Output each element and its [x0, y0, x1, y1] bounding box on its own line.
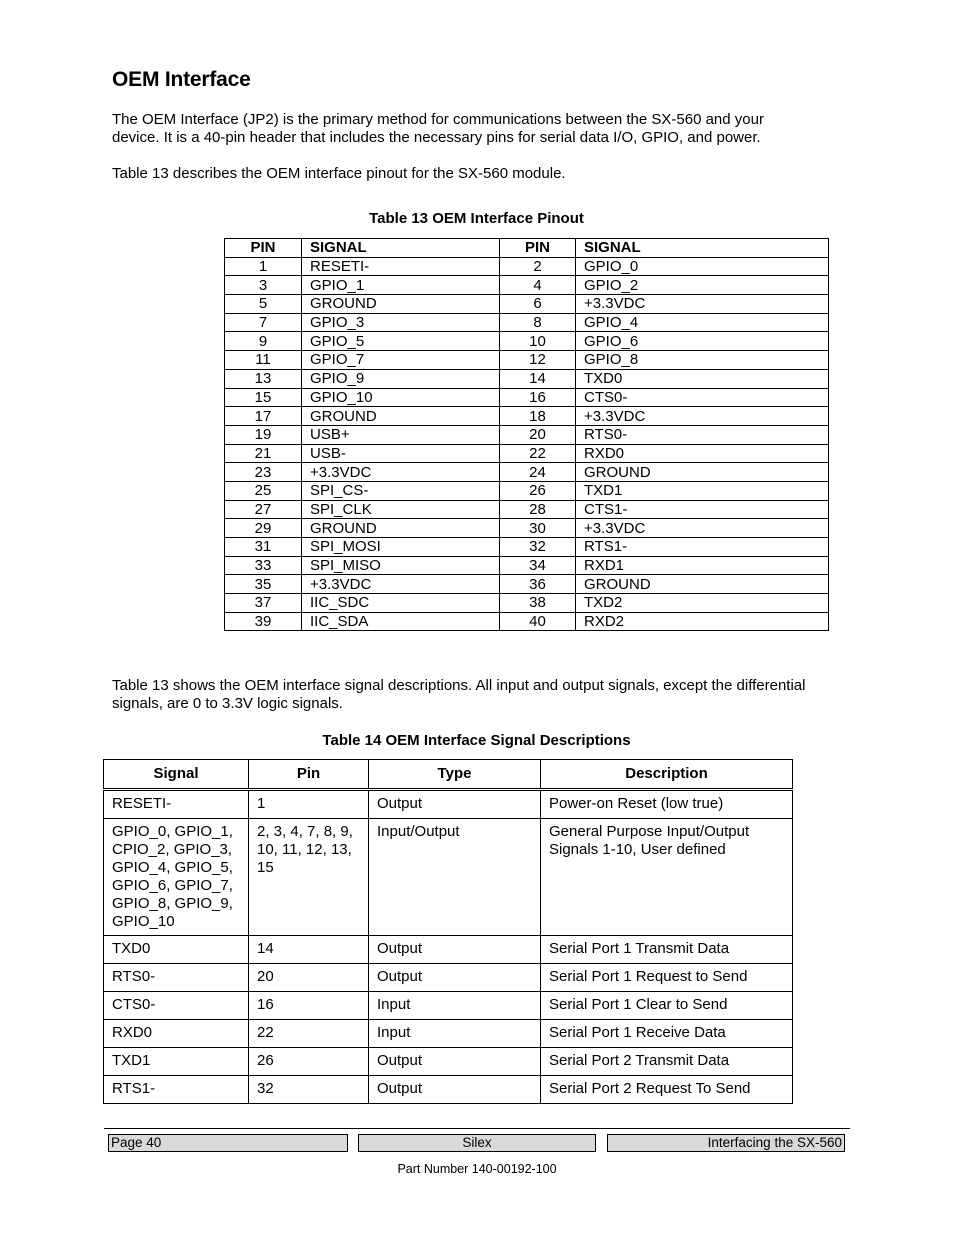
pin-cell: 14 — [500, 369, 576, 388]
pin-cell: 20 — [249, 964, 369, 992]
pin-cell: 14 — [249, 936, 369, 964]
table-row — [104, 1048, 793, 1076]
table-row — [225, 276, 829, 295]
pin-cell: 1 — [249, 790, 369, 819]
signal-cell: GPIO_10 — [302, 388, 500, 407]
pin-cell: 22 — [500, 444, 576, 463]
table14-intro: Table 13 shows the OEM interface signal descriptions. All input and output signals, except the differential signals, are 0 to 3.3V logic signals. — [112, 677, 806, 712]
table-row — [225, 538, 829, 557]
pin-cell: 1 — [225, 257, 302, 276]
signal-cell: RTS0- — [104, 964, 249, 992]
signal-cell: USB- — [302, 444, 500, 463]
table-row — [225, 612, 829, 631]
signal-cell: GPIO_1 — [302, 276, 500, 295]
table14-caption: Table 14 OEM Interface Signal Descriptions — [322, 732, 631, 749]
pin-cell: 33 — [225, 556, 302, 575]
signal-cell: RXD0 — [104, 1020, 249, 1048]
pin-cell: 12 — [500, 351, 576, 370]
pin-cell: 8 — [500, 313, 576, 332]
type-cell: Output — [369, 936, 541, 964]
pin-cell: 31 — [225, 538, 302, 557]
pin-cell: 28 — [500, 500, 576, 519]
signal-cell: GROUND — [576, 575, 829, 594]
table-row — [225, 444, 829, 463]
signal-cell: CTS1- — [576, 500, 829, 519]
table-row — [225, 257, 829, 276]
pin-cell: 38 — [500, 594, 576, 613]
pin-cell: 17 — [225, 407, 302, 426]
description-cell: Serial Port 2 Transmit Data — [541, 1048, 793, 1076]
table-row — [225, 425, 829, 444]
signal-cell: RTS1- — [104, 1076, 249, 1104]
pin-cell: 21 — [225, 444, 302, 463]
table-row — [225, 332, 829, 351]
signal-cell: +3.3VDC — [576, 519, 829, 538]
pin-cell: 18 — [500, 407, 576, 426]
type-cell: Input/Output — [369, 819, 541, 936]
pin-cell: 15 — [225, 388, 302, 407]
table-row — [225, 556, 829, 575]
pin-cell: 22 — [249, 1020, 369, 1048]
part-number: Part Number 140-00192-100 — [397, 1162, 557, 1176]
pin-cell: 19 — [225, 425, 302, 444]
signal-cell: +3.3VDC — [576, 295, 829, 314]
pin-cell: 29 — [225, 519, 302, 538]
signal-cell: RXD0 — [576, 444, 829, 463]
signal-cell: +3.3VDC — [302, 575, 500, 594]
signal-cell: SPI_MOSI — [302, 538, 500, 557]
table-row — [225, 519, 829, 538]
signal-cell: GROUND — [302, 519, 500, 538]
pin-cell: 37 — [225, 594, 302, 613]
signal-cell: GPIO_3 — [302, 313, 500, 332]
signal-cell: SPI_CS- — [302, 481, 500, 500]
signal-cell: SPI_CLK — [302, 500, 500, 519]
signal-description-table — [103, 759, 793, 1104]
column-header: Type — [369, 760, 541, 790]
description-cell: Serial Port 1 Clear to Send — [541, 992, 793, 1020]
intro-paragraph: The OEM Interface (JP2) is the primary method for communications between the SX-560 and your device. It is a 40-pin header that includes the necessary pins for serial data I/O, GPIO, and power. — [112, 111, 764, 146]
signal-cell: RESETI- — [104, 790, 249, 819]
pin-cell: 16 — [500, 388, 576, 407]
table13-intro: Table 13 describes the OEM interface pinout for the SX-560 module. — [112, 165, 566, 182]
pin-cell: 36 — [500, 575, 576, 594]
description-cell: Power-on Reset (low true) — [541, 790, 793, 819]
signal-cell: IIC_SDA — [302, 612, 500, 631]
signal-cell: GPIO_4 — [576, 313, 829, 332]
pin-cell: 32 — [249, 1076, 369, 1104]
type-cell: Output — [369, 964, 541, 992]
table-header-row — [225, 239, 829, 258]
signal-cell: RESETI- — [302, 257, 500, 276]
pinout-table — [224, 238, 829, 631]
signal-cell: RXD1 — [576, 556, 829, 575]
footer-section-title: Interfacing the SX-560 — [607, 1134, 845, 1152]
footer-company: Silex — [358, 1134, 596, 1152]
signal-cell: CTS0- — [104, 992, 249, 1020]
signal-cell: RXD2 — [576, 612, 829, 631]
type-cell: Output — [369, 1076, 541, 1104]
description-cell: General Purpose Input/Output Signals 1-10, User defined — [541, 819, 793, 936]
pin-cell: 25 — [225, 481, 302, 500]
table-row — [225, 594, 829, 613]
signal-cell: IIC_SDC — [302, 594, 500, 613]
signal-cell: GPIO_0, GPIO_1, CPIO_2, GPIO_3, GPIO_4, GPIO_5, GPIO_6, GPIO_7, GPIO_8, GPIO_9, GPIO_10 — [104, 819, 249, 936]
column-header: SIGNAL — [302, 239, 500, 258]
signal-cell: CTS0- — [576, 388, 829, 407]
footer-page-number: Page 40 — [108, 1134, 348, 1152]
section-heading: OEM Interface — [112, 68, 251, 91]
type-cell: Input — [369, 992, 541, 1020]
signal-table-body — [104, 790, 793, 1104]
table-row — [225, 575, 829, 594]
pin-cell: 32 — [500, 538, 576, 557]
pin-cell: 26 — [249, 1048, 369, 1076]
signal-cell: TXD0 — [576, 369, 829, 388]
signal-cell: RTS0- — [576, 425, 829, 444]
pin-cell: 35 — [225, 575, 302, 594]
signal-cell: +3.3VDC — [302, 463, 500, 482]
table-row — [225, 481, 829, 500]
description-cell: Serial Port 2 Request To Send — [541, 1076, 793, 1104]
pin-cell: 2, 3, 4, 7, 8, 9, 10, 11, 12, 13, 15 — [249, 819, 369, 936]
pin-cell: 27 — [225, 500, 302, 519]
table-row — [104, 1020, 793, 1048]
table-row — [104, 819, 793, 936]
pin-cell: 16 — [249, 992, 369, 1020]
column-header: PIN — [500, 239, 576, 258]
table-row — [225, 295, 829, 314]
pin-cell: 9 — [225, 332, 302, 351]
description-cell: Serial Port 1 Request to Send — [541, 964, 793, 992]
column-header: Pin — [249, 760, 369, 790]
type-cell: Output — [369, 1048, 541, 1076]
table-row — [104, 964, 793, 992]
pin-cell: 39 — [225, 612, 302, 631]
table13-caption: Table 13 OEM Interface Pinout — [369, 210, 584, 227]
pin-cell: 2 — [500, 257, 576, 276]
description-cell: Serial Port 1 Receive Data — [541, 1020, 793, 1048]
table-row — [225, 500, 829, 519]
table-row — [225, 369, 829, 388]
pin-cell: 10 — [500, 332, 576, 351]
pin-cell: 6 — [500, 295, 576, 314]
signal-cell: GPIO_6 — [576, 332, 829, 351]
description-cell: Serial Port 1 Transmit Data — [541, 936, 793, 964]
pin-cell: 26 — [500, 481, 576, 500]
table-row — [225, 463, 829, 482]
pin-cell: 7 — [225, 313, 302, 332]
pin-cell: 40 — [500, 612, 576, 631]
table-row — [225, 407, 829, 426]
pinout-table-body — [225, 257, 829, 631]
signal-cell: GROUND — [302, 407, 500, 426]
pin-cell: 5 — [225, 295, 302, 314]
signal-cell: GPIO_5 — [302, 332, 500, 351]
type-cell: Output — [369, 790, 541, 819]
signal-cell: TXD0 — [104, 936, 249, 964]
table-row — [225, 313, 829, 332]
pin-cell: 3 — [225, 276, 302, 295]
table-header-row — [104, 760, 793, 790]
pin-cell: 11 — [225, 351, 302, 370]
pin-cell: 34 — [500, 556, 576, 575]
pin-cell: 4 — [500, 276, 576, 295]
signal-cell: GPIO_2 — [576, 276, 829, 295]
signal-cell: GROUND — [576, 463, 829, 482]
pin-cell: 13 — [225, 369, 302, 388]
column-header: SIGNAL — [576, 239, 829, 258]
signal-cell: GPIO_8 — [576, 351, 829, 370]
table-row — [225, 388, 829, 407]
signal-cell: GPIO_9 — [302, 369, 500, 388]
column-header: Signal — [104, 760, 249, 790]
signal-cell: +3.3VDC — [576, 407, 829, 426]
type-cell: Input — [369, 1020, 541, 1048]
signal-cell: SPI_MISO — [302, 556, 500, 575]
pin-cell: 20 — [500, 425, 576, 444]
table-row — [104, 936, 793, 964]
signal-cell: TXD2 — [576, 594, 829, 613]
signal-cell: GPIO_7 — [302, 351, 500, 370]
signal-cell: GROUND — [302, 295, 500, 314]
signal-cell: RTS1- — [576, 538, 829, 557]
footer-rule — [104, 1128, 850, 1129]
column-header: PIN — [225, 239, 302, 258]
pin-cell: 23 — [225, 463, 302, 482]
column-header: Description — [541, 760, 793, 790]
signal-cell: GPIO_0 — [576, 257, 829, 276]
table-row — [104, 992, 793, 1020]
signal-cell: TXD1 — [104, 1048, 249, 1076]
table-row — [225, 351, 829, 370]
table-row — [104, 1076, 793, 1104]
pin-cell: 30 — [500, 519, 576, 538]
signal-cell: TXD1 — [576, 481, 829, 500]
table-row — [104, 790, 793, 819]
signal-cell: USB+ — [302, 425, 500, 444]
pin-cell: 24 — [500, 463, 576, 482]
